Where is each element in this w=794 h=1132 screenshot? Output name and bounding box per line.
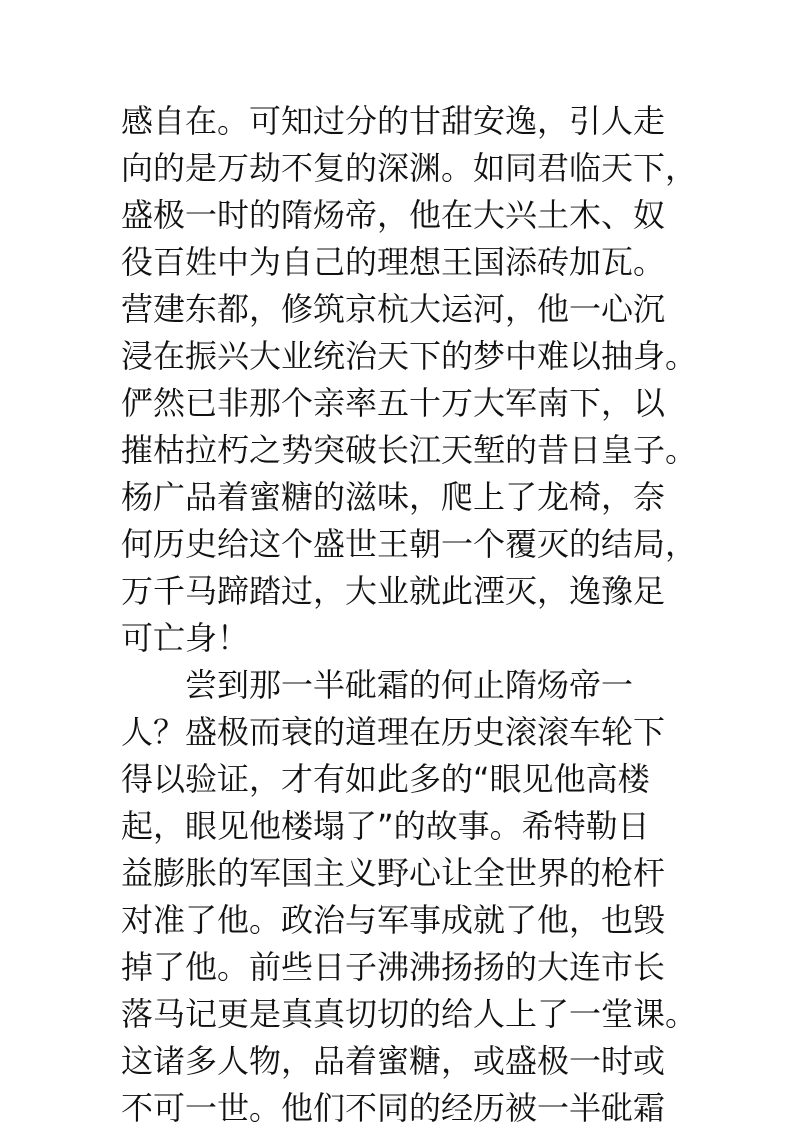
- text-line: 营建东都，修筑京杭大运河，他一心沉: [121, 290, 666, 328]
- text-line: 掉了他。前些日子沸沸扬扬的大连市长: [121, 948, 666, 986]
- body-text: [121, 98, 698, 1132]
- text-line: 摧枯拉朽之势突破长江天堑的昔日皇子。: [121, 431, 698, 469]
- text-line: 盛极一时的隋炀帝，他在大兴土木、奴: [121, 196, 666, 234]
- paragraph-start-line: 尝到那一半砒霜的何止隋炀帝一: [121, 666, 634, 704]
- text-line: 杨广品着蜜糖的滋味，爬上了龙椅，奈: [121, 478, 666, 516]
- text-line: 起，眼见他楼塌了”的故事。希特勒日: [121, 807, 650, 845]
- text-line: 役百姓中为自己的理想王国添砖加瓦。: [121, 243, 666, 281]
- text-line: 益膨胀的军国主义野心让全世界的枪杆: [121, 854, 666, 892]
- text-line: 向的是万劫不复的深渊。如同君临天下，: [121, 149, 698, 187]
- text-line: 人？盛极而衰的道理在历史滚滚车轮下: [121, 713, 666, 751]
- text-line: 万千马蹄踏过，大业就此湮灭，逸豫足: [121, 572, 666, 610]
- text-line: 得以验证，才有如此多的“眼见他高楼: [121, 760, 650, 798]
- text-line: 这诸多人物，品着蜜糖，或盛极一时或: [121, 1042, 666, 1080]
- text-line: 俨然已非那个亲率五十万大军南下，以: [121, 384, 666, 422]
- text-line: 浸在振兴大业统治天下的梦中难以抽身。: [121, 337, 698, 375]
- text-line: 落马记更是真真切切的给人上了一堂课。: [121, 995, 698, 1033]
- text-line: 不可一世。他们不同的经历被一半砒霜: [121, 1089, 666, 1127]
- text-line: 对准了他。政治与军事成就了他，也毁: [121, 901, 666, 939]
- text-line: 何历史给这个盛世王朝一个覆灭的结局，: [121, 525, 698, 563]
- text-line: 感自在。可知过分的甘甜安逸，引人走: [121, 102, 666, 140]
- text-line: 可亡身！: [121, 619, 250, 657]
